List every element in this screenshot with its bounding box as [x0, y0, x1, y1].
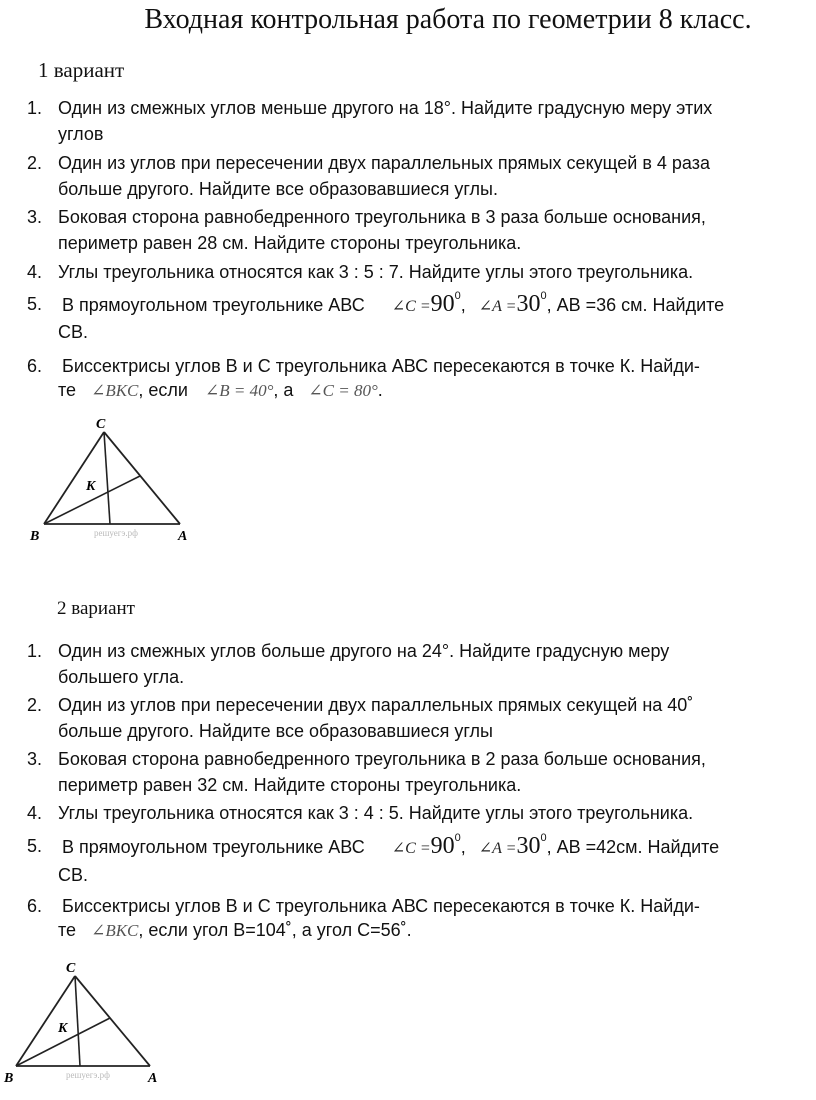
question-text: периметр равен 28 см. Найдите стороны треугольника. [58, 233, 522, 253]
angle-c-symbol: ∠C = [391, 840, 431, 857]
question-text: В прямоугольном треугольнике АВС ∠C $=90^0$, ∠A $=30^0$, АВ =36 см. Найдите [62, 290, 725, 317]
watermark: решуегэ.рф [66, 1070, 110, 1080]
triangle-figure-2 [0, 954, 170, 1090]
question-text: те ∠BKC, если угол В=104˚, а угол С=56˚. [58, 920, 412, 940]
angle-a-symbol: ∠A = [478, 840, 517, 857]
side-ca [75, 976, 150, 1066]
angle-c-symbol: ∠C = [391, 298, 431, 315]
question-text: периметр равен 32 см. Найдите стороны треугольника. [58, 775, 522, 795]
vertex-a-label: A [178, 529, 188, 544]
angle-bkc-symbol: ∠BKC [91, 921, 139, 940]
question-number: 3. [27, 749, 43, 769]
angle-a-symbol: ∠A = [478, 298, 517, 315]
triangle-figure-1 [28, 412, 198, 548]
question-text: Один из смежных углов меньше другого на 18°. Найдите градусную меру этих [58, 98, 713, 118]
question-text: большего угла. [58, 667, 185, 687]
angle-bkc-symbol: ∠BKC [91, 381, 139, 400]
question-number: 3. [27, 207, 43, 227]
variant-2-label: 2 вариант [57, 598, 135, 619]
question-text: углов [58, 124, 104, 144]
side-ca [104, 432, 180, 524]
vertex-b-label: B [30, 529, 40, 544]
question-text: Углы треугольника относятся как 3 : 4 : 5. Найдите углы этого треугольника. [58, 803, 694, 823]
question-number: 1. [27, 641, 43, 661]
question-text: больше другого. Найдите все образовавшиеся углы [58, 721, 493, 741]
question-text: Биссектрисы углов В и С треугольника АВС пересекаются в точке К. Найди- [62, 896, 700, 916]
question-text: СВ. [58, 865, 89, 885]
question-number: 1. [27, 98, 43, 118]
point-k-label: K [86, 479, 96, 494]
bisector-c [104, 432, 110, 524]
point-k-label: K [58, 1021, 68, 1036]
question-text: больше другого. Найдите все образовавшиеся углы. [58, 179, 498, 199]
question-text: Биссектрисы углов В и С треугольника АВС пересекаются в точке К. Найди- [62, 356, 700, 376]
question-text: Один из смежных углов больше другого на 24°. Найдите градусную меру [58, 641, 670, 661]
question-text: В прямоугольном треугольнике АВС ∠C $=90^0$, ∠A $=30^0$, АВ =42см. Найдите [62, 832, 720, 859]
watermark: решуегэ.рф [94, 528, 138, 538]
question-number: 4. [27, 262, 43, 282]
question-number: 4. [27, 803, 43, 823]
question-text: Боковая сторона равнобедренного треугольника в 3 раза больше основания, [58, 207, 706, 227]
bisector-c [75, 976, 80, 1066]
question-text: Один из углов при пересечении двух параллельных прямых секущей в 4 раза [58, 153, 710, 173]
question-text: Боковая сторона равнобедренного треугольника в 2 раза больше основания, [58, 749, 706, 769]
page-title: Входная контрольная работа по геометрии 8 класс. [144, 4, 752, 35]
vertex-b-label: B [4, 1071, 14, 1086]
angle-c-value: ∠C = 80° [308, 381, 378, 400]
question-number: 2. [27, 153, 43, 173]
question-number: 6. [27, 896, 43, 916]
vertex-c-label: C [66, 961, 76, 976]
angle-b-value: ∠B = 40° [204, 381, 274, 400]
question-text: СВ. [58, 322, 89, 342]
question-number: 2. [27, 695, 43, 715]
vertex-c-label: C [96, 417, 106, 432]
side-bc [44, 432, 104, 524]
question-text: те ∠BKC, если ∠B = 40°, а ∠C = 80°. [58, 380, 383, 400]
variant-1-label: 1 вариант [38, 58, 125, 82]
question-text: Один из углов при пересечении двух параллельных прямых секущей на 40˚ [58, 695, 694, 715]
question-number: 5. [27, 836, 43, 856]
question-number: 5. [27, 294, 43, 314]
question-text: Углы треугольника относятся как 3 : 5 : 7. Найдите углы этого треугольника. [58, 262, 694, 282]
question-number: 6. [27, 356, 43, 376]
vertex-a-label: A [148, 1071, 158, 1086]
